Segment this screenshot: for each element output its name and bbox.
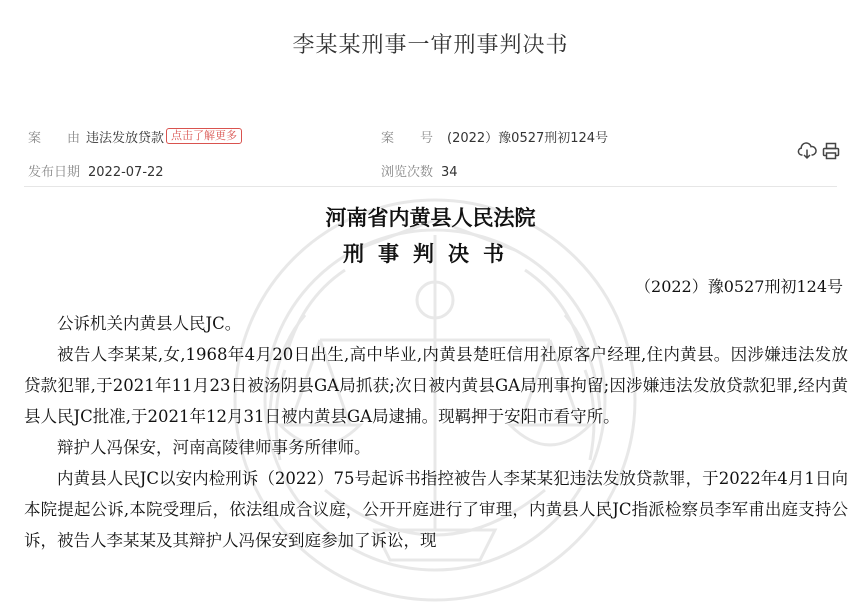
download-icon[interactable] bbox=[797, 141, 817, 161]
court-name: 河南省内黄县人民法院 bbox=[325, 205, 536, 230]
publish-date-label: 发布日期 bbox=[28, 165, 81, 180]
paragraph-defendant: 被告人李某某,女,1968年4月20日出生,高中毕业,内黄县楚旺信用社原客户经理,住内黄县。因涉嫌违法发放贷款犯罪,于2021年11月23日被汤阴县GA局抓获;次日被内黄县GA局刑事拘留;因涉嫌违法发放贷款犯罪,经内黄县人民JC批准,于2021年12月31日被内黄县GA局逮捕。现羁押于安阳市看守所。 bbox=[24, 345, 848, 426]
document-body bbox=[24, 308, 848, 556]
case-cause-label: 案 由 bbox=[28, 131, 81, 146]
paragraph-proceedings: 内黄县人民JC以安内检刑诉（2022）75号起诉书指控被告人李某某犯违法发放贷款罪，于2022年4月1日向本院提起公诉,本院受理后，依法组成合议庭，公开开庭进行了审理，内黄县人民JC指派检察员李军甫出庭支持公诉，被告人李某某及其辩护人冯保安到庭参加了诉讼，现 bbox=[24, 469, 848, 550]
case-number-value: (2022）豫0527刑初124号 bbox=[447, 131, 609, 146]
views-row bbox=[381, 161, 458, 180]
page-title: 李某某刑事一审刑事判决书 bbox=[292, 33, 569, 58]
header-divider bbox=[24, 186, 837, 187]
paragraph-prosecutor: 公诉机关内黄县人民JC。 bbox=[57, 314, 242, 333]
paragraph-defender: 辩护人冯保安，河南高陵律师事务所律师。 bbox=[57, 438, 371, 457]
views-value: 34 bbox=[441, 165, 458, 180]
document-type: 刑事判决书 bbox=[343, 241, 518, 266]
case-cause-row bbox=[28, 127, 242, 146]
publish-date-row bbox=[28, 161, 164, 180]
learn-more-link[interactable]: 点击了解更多 bbox=[166, 128, 242, 144]
document-case-number: （2022）豫0527刑初124号 bbox=[635, 277, 843, 296]
views-label: 浏览次数 bbox=[381, 165, 434, 180]
case-cause-value[interactable]: 违法发放贷款 bbox=[86, 131, 165, 146]
print-icon[interactable] bbox=[821, 141, 841, 161]
case-number-label: 案 号 bbox=[381, 131, 434, 146]
publish-date-value: 2022-07-22 bbox=[88, 165, 164, 180]
case-number-row bbox=[381, 127, 608, 146]
